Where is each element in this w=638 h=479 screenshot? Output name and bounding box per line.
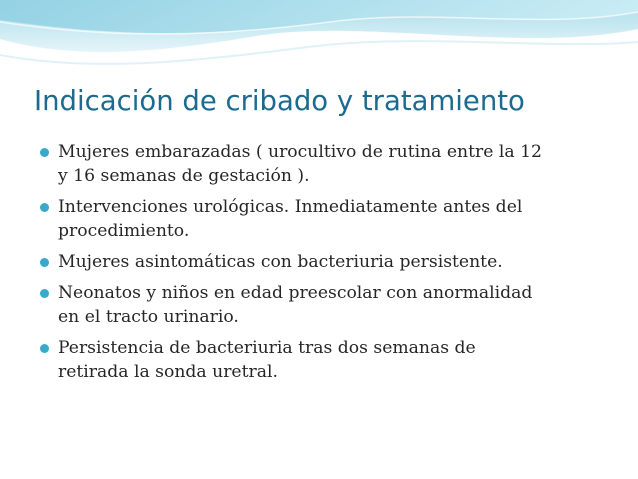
bullet-text bbox=[58, 250, 610, 274]
list-item bbox=[40, 195, 610, 243]
bullet-line: retirada la sonda uretral. bbox=[58, 362, 278, 382]
bullet-line: y 16 semanas de gestación ). bbox=[58, 166, 310, 186]
list-item bbox=[40, 336, 610, 384]
list-item bbox=[40, 281, 610, 329]
bullet-line: Persistencia de bacteriuria tras dos semanas de bbox=[58, 338, 476, 358]
bullet-line: Mujeres embarazadas ( urocultivo de rutina entre la 12 bbox=[58, 142, 542, 162]
slide-title: Indicación de cribado y tratamiento bbox=[34, 85, 525, 117]
bullet-text bbox=[58, 195, 610, 243]
bullet-text bbox=[58, 140, 610, 188]
bullet-list bbox=[40, 140, 610, 391]
list-item bbox=[40, 140, 610, 188]
bullet-line: procedimiento. bbox=[58, 221, 190, 241]
decorative-wave-header bbox=[0, 0, 638, 80]
bullet-icon bbox=[40, 258, 49, 267]
bullet-line: Mujeres asintomáticas con bacteriuria persistente. bbox=[58, 252, 503, 272]
bullet-icon bbox=[40, 344, 49, 353]
list-item bbox=[40, 250, 610, 274]
bullet-line: Intervenciones urológicas. Inmediatamente antes del bbox=[58, 197, 523, 217]
bullet-icon bbox=[40, 203, 49, 212]
bullet-line: en el tracto urinario. bbox=[58, 307, 239, 327]
bullet-icon bbox=[40, 148, 49, 157]
bullet-text bbox=[58, 281, 610, 329]
bullet-line: Neonatos y niños en edad preescolar con anormalidad bbox=[58, 283, 533, 303]
bullet-text bbox=[58, 336, 610, 384]
bullet-icon bbox=[40, 289, 49, 298]
